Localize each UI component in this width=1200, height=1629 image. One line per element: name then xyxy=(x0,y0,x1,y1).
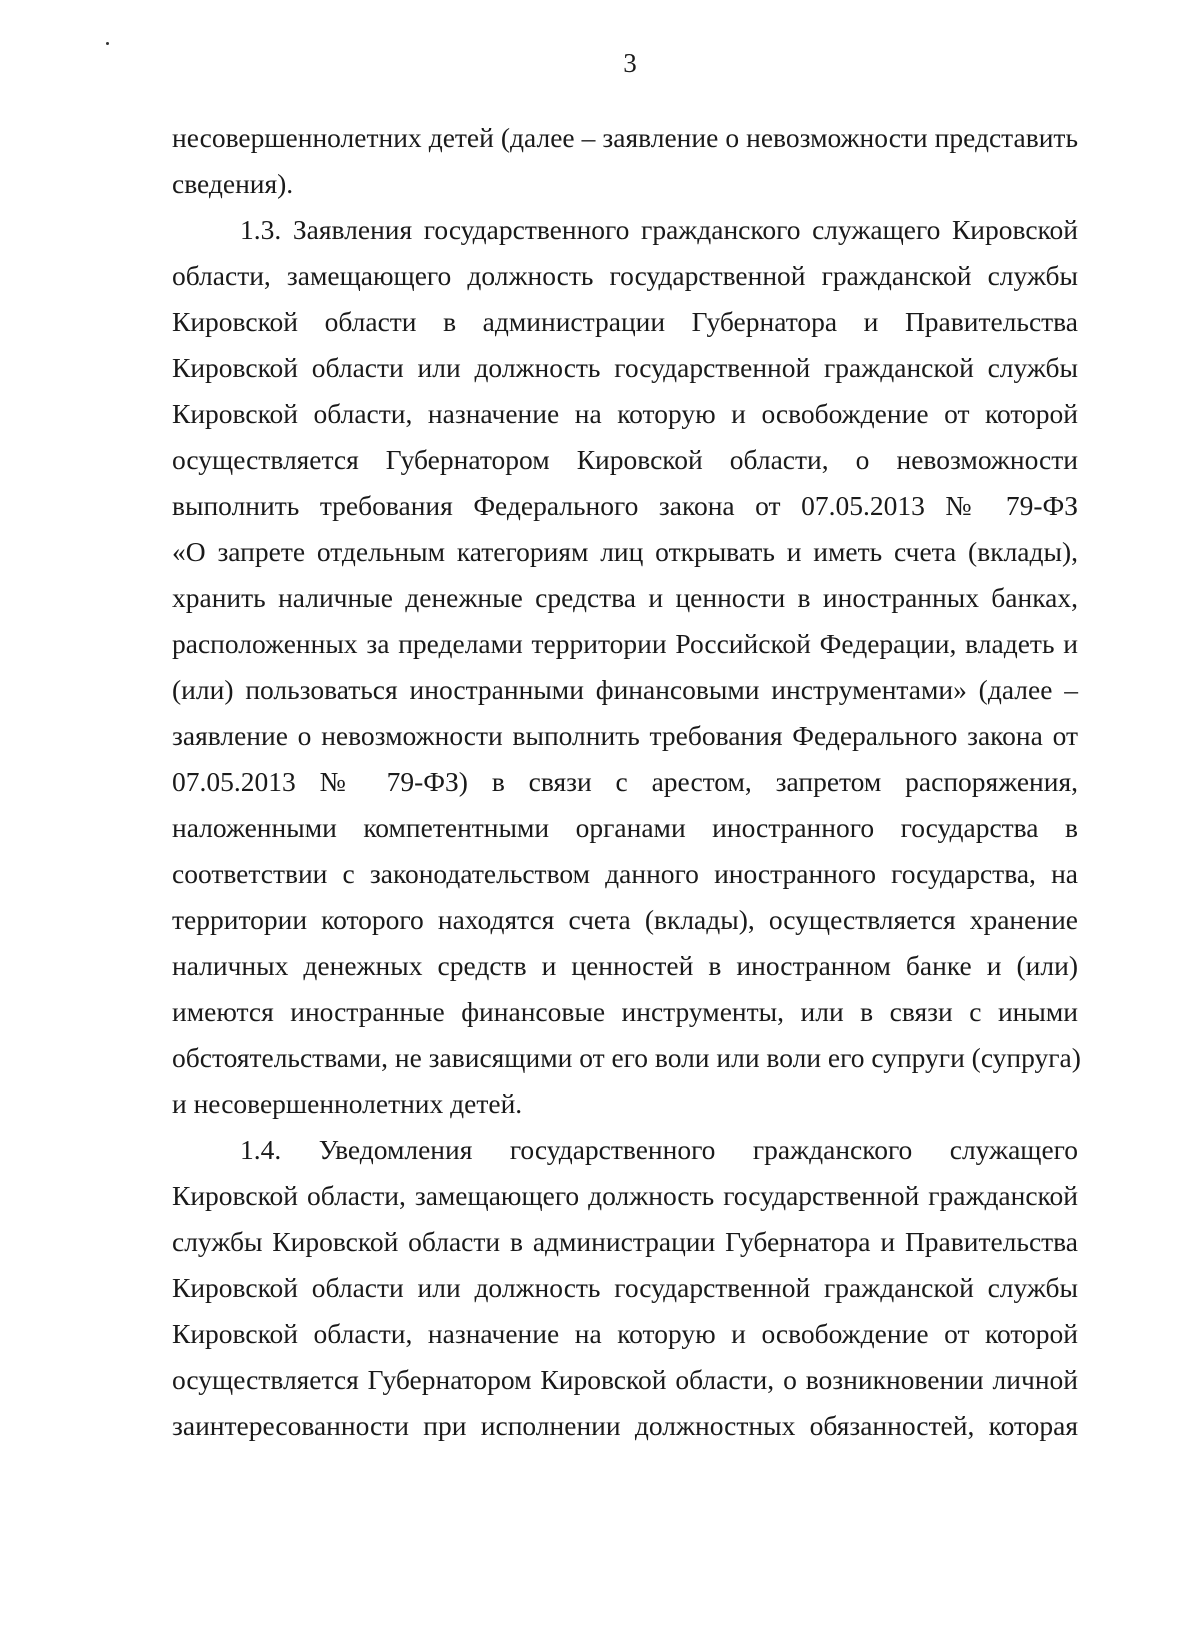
text-line: выполнить требования Федерального закона от 07.05.2013 № 79-ФЗ xyxy=(172,490,1078,521)
text-line: имеются иностранные финансовые инструменты, или в связи с иными xyxy=(172,996,1078,1027)
text-line: хранить наличные денежные средства и ценности в иностранных банках, xyxy=(172,582,1078,613)
text-line: (или) пользоваться иностранными финансовыми инструментами» (далее – xyxy=(172,674,1078,705)
text-line: осуществляется Губернатором Кировской области, о возникновении личной xyxy=(172,1364,1078,1395)
text-line: территории которого находятся счета (вклады), осуществляется хранение xyxy=(172,904,1078,935)
text-line: Кировской области или должность государственной гражданской службы xyxy=(172,1272,1078,1303)
text-line: Кировской области в администрации Губернатора и Правительства xyxy=(172,306,1078,337)
scan-speck xyxy=(106,42,109,45)
text-line: заявление о невозможности выполнить требования Федерального закона от xyxy=(172,720,1078,751)
text-line: обстоятельствами, не зависящими от его воли или воли его супруги (супруга) xyxy=(172,1042,1081,1073)
text-line: несовершеннолетних детей (далее – заявление о невозможности представить xyxy=(172,122,1078,153)
paragraph-1-4-start: 1.4. Уведомления государственного гражданского служащего xyxy=(240,1134,1078,1165)
text-line: Кировской области, назначение на которую и освобождение от которой xyxy=(172,1318,1078,1349)
paragraph-1-3-start: 1.3. Заявления государственного гражданского служащего Кировской xyxy=(240,214,1078,245)
text-line: наличных денежных средств и ценностей в иностранном банке и (или) xyxy=(172,950,1078,981)
text-line: расположенных за пределами территории Российской Федерации, владеть и xyxy=(172,628,1078,659)
text-line: области, замещающего должность государственной гражданской службы xyxy=(172,260,1078,291)
page-number: 3 xyxy=(623,48,637,78)
text-line: 07.05.2013 № 79-ФЗ) в связи с арестом, запретом распоряжения, xyxy=(172,766,1078,797)
text-line: Кировской области, назначение на которую и освобождение от которой xyxy=(172,398,1078,429)
text-line: соответствии с законодательством данного иностранного государства, на xyxy=(172,858,1078,889)
text-line: и несовершеннолетних детей. xyxy=(172,1088,523,1119)
text-line: осуществляется Губернатором Кировской области, о невозможности xyxy=(172,444,1078,475)
text-line: службы Кировской области в администрации Губернатора и Правительства xyxy=(172,1226,1078,1257)
text-line: «О запрете отдельным категориям лиц открывать и иметь счета (вклады), xyxy=(172,536,1078,567)
text-line: заинтересованности при исполнении должностных обязанностей, которая xyxy=(172,1410,1078,1441)
text-line: наложенными компетентными органами иностранного государства в xyxy=(172,812,1078,843)
text-line: Кировской области, замещающего должность государственной гражданской xyxy=(172,1180,1078,1211)
text-line: Кировской области или должность государственной гражданской службы xyxy=(172,352,1078,383)
text-line: сведения). xyxy=(172,168,294,199)
